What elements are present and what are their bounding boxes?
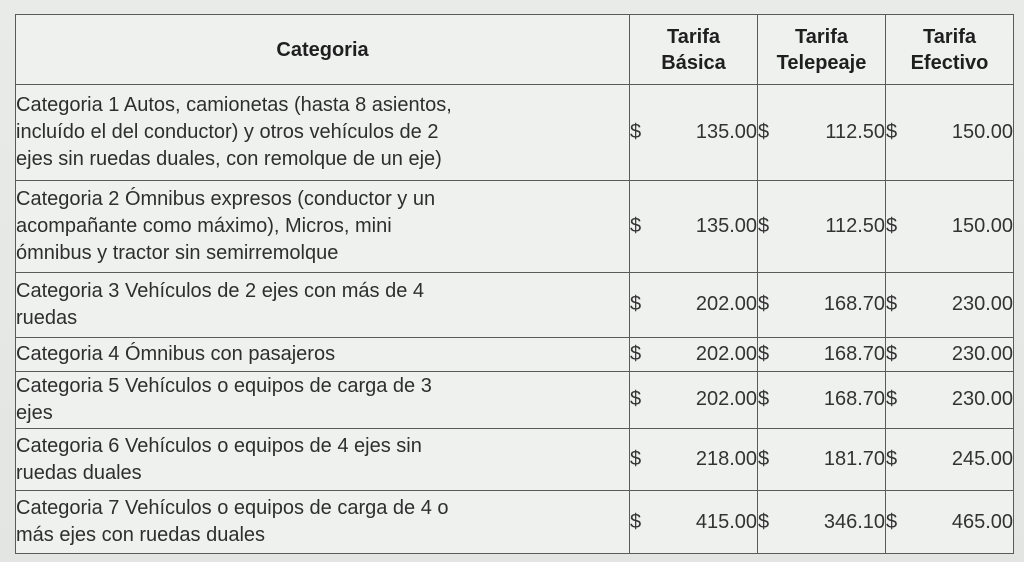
currency-symbol: $ [758,448,770,471]
category-description [16,491,630,554]
category-line: Categoria 1 Autos, camionetas (hasta 8 asientos, [16,93,452,116]
price-value: 202.00 [695,388,757,411]
currency-symbol: $ [886,342,898,365]
price-efectivo [886,272,1014,338]
currency-symbol: $ [630,510,642,533]
price-telepeaje [758,180,886,272]
price-basica [630,371,758,428]
currency-symbol: $ [758,510,770,533]
category-line: ómnibus y tractor sin semirremolque [16,241,339,264]
price-value: 202.00 [695,342,757,365]
price-telepeaje [758,272,886,338]
price-basica [630,180,758,272]
currency-symbol: $ [630,293,642,316]
currency-symbol: $ [886,448,898,471]
currency-symbol: $ [630,120,642,143]
price-efectivo [886,338,1014,371]
price-basica [630,428,758,491]
table-row [16,491,1014,554]
header-tarifa-efectivo: Tarifa Efectivo [886,15,1014,85]
price-telepeaje [758,428,886,491]
category-description [16,85,630,181]
price-efectivo [886,180,1014,272]
price-efectivo [886,491,1014,554]
table-row [16,428,1014,491]
price-value: 112.50 [825,214,885,237]
category-line: Categoria 7 Vehículos o equipos de carga de 4 o [16,497,449,520]
price-telepeaje [758,85,886,181]
price-basica [630,85,758,181]
price-value: 218.00 [695,448,757,471]
price-basica [630,272,758,338]
price-value: 150.00 [951,214,1013,237]
price-efectivo [886,85,1014,181]
currency-symbol: $ [758,342,770,365]
currency-symbol: $ [758,293,770,316]
table-row [16,338,1014,371]
category-line: ejes [16,401,53,424]
category-line: ruedas [16,306,78,329]
price-value: 135.00 [695,214,757,237]
category-description [16,338,630,371]
price-telepeaje [758,371,886,428]
price-efectivo [886,428,1014,491]
price-value: 230.00 [951,342,1013,365]
table-row [16,85,1014,181]
price-telepeaje [758,491,886,554]
currency-symbol: $ [886,510,898,533]
price-value: 230.00 [951,293,1013,316]
price-value: 346.10 [823,510,885,533]
price-value: 465.00 [951,510,1013,533]
header-tarifa-basica: Tarifa Básica [630,15,758,85]
currency-symbol: $ [758,214,770,237]
table-row [16,272,1014,338]
price-value: 168.70 [823,342,885,365]
currency-symbol: $ [630,214,642,237]
category-line: más ejes con ruedas duales [16,524,266,547]
price-value: 245.00 [951,448,1013,471]
price-value: 202.00 [695,293,757,316]
category-description [16,180,630,272]
table-row [16,371,1014,428]
category-line: ruedas duales [16,461,142,484]
currency-symbol: $ [886,388,898,411]
category-line: incluído el del conductor) y otros vehículos de 2 [16,120,439,143]
category-line: ejes sin ruedas duales, con remolque de un eje) [16,147,442,170]
price-value: 230.00 [951,388,1013,411]
category-line: Categoria 2 Ómnibus expresos (conductor y un [16,187,436,210]
category-line: Categoria 4 Ómnibus con pasajeros [16,342,336,365]
currency-symbol: $ [886,120,898,143]
toll-rates-table [15,14,1014,554]
price-basica [630,491,758,554]
price-value: 415.00 [695,510,757,533]
table-row [16,180,1014,272]
price-value: 112.50 [825,120,885,143]
header-tarifa-telepeaje: Tarifa Telepeaje [758,15,886,85]
category-line: Categoria 3 Vehículos de 2 ejes con más de 4 [16,279,425,302]
price-efectivo [886,371,1014,428]
currency-symbol: $ [886,293,898,316]
price-value: 168.70 [823,293,885,316]
price-value: 181.70 [823,448,885,471]
category-line: Categoria 5 Vehículos o equipos de carga de 3 [16,374,432,397]
price-value: 150.00 [951,120,1013,143]
currency-symbol: $ [630,388,642,411]
price-value: 135.00 [695,120,757,143]
currency-symbol: $ [758,388,770,411]
category-description [16,428,630,491]
category-line: acompañante como máximo), Micros, mini [16,214,392,237]
table-header-row [16,15,1014,85]
currency-symbol: $ [630,448,642,471]
header-categoria: Categoria [16,15,630,85]
category-line: Categoria 6 Vehículos o equipos de 4 ejes sin [16,434,422,457]
category-description [16,272,630,338]
category-description [16,371,630,428]
price-telepeaje [758,338,886,371]
currency-symbol: $ [758,120,770,143]
price-value: 168.70 [823,388,885,411]
price-basica [630,338,758,371]
currency-symbol: $ [886,214,898,237]
currency-symbol: $ [630,342,642,365]
